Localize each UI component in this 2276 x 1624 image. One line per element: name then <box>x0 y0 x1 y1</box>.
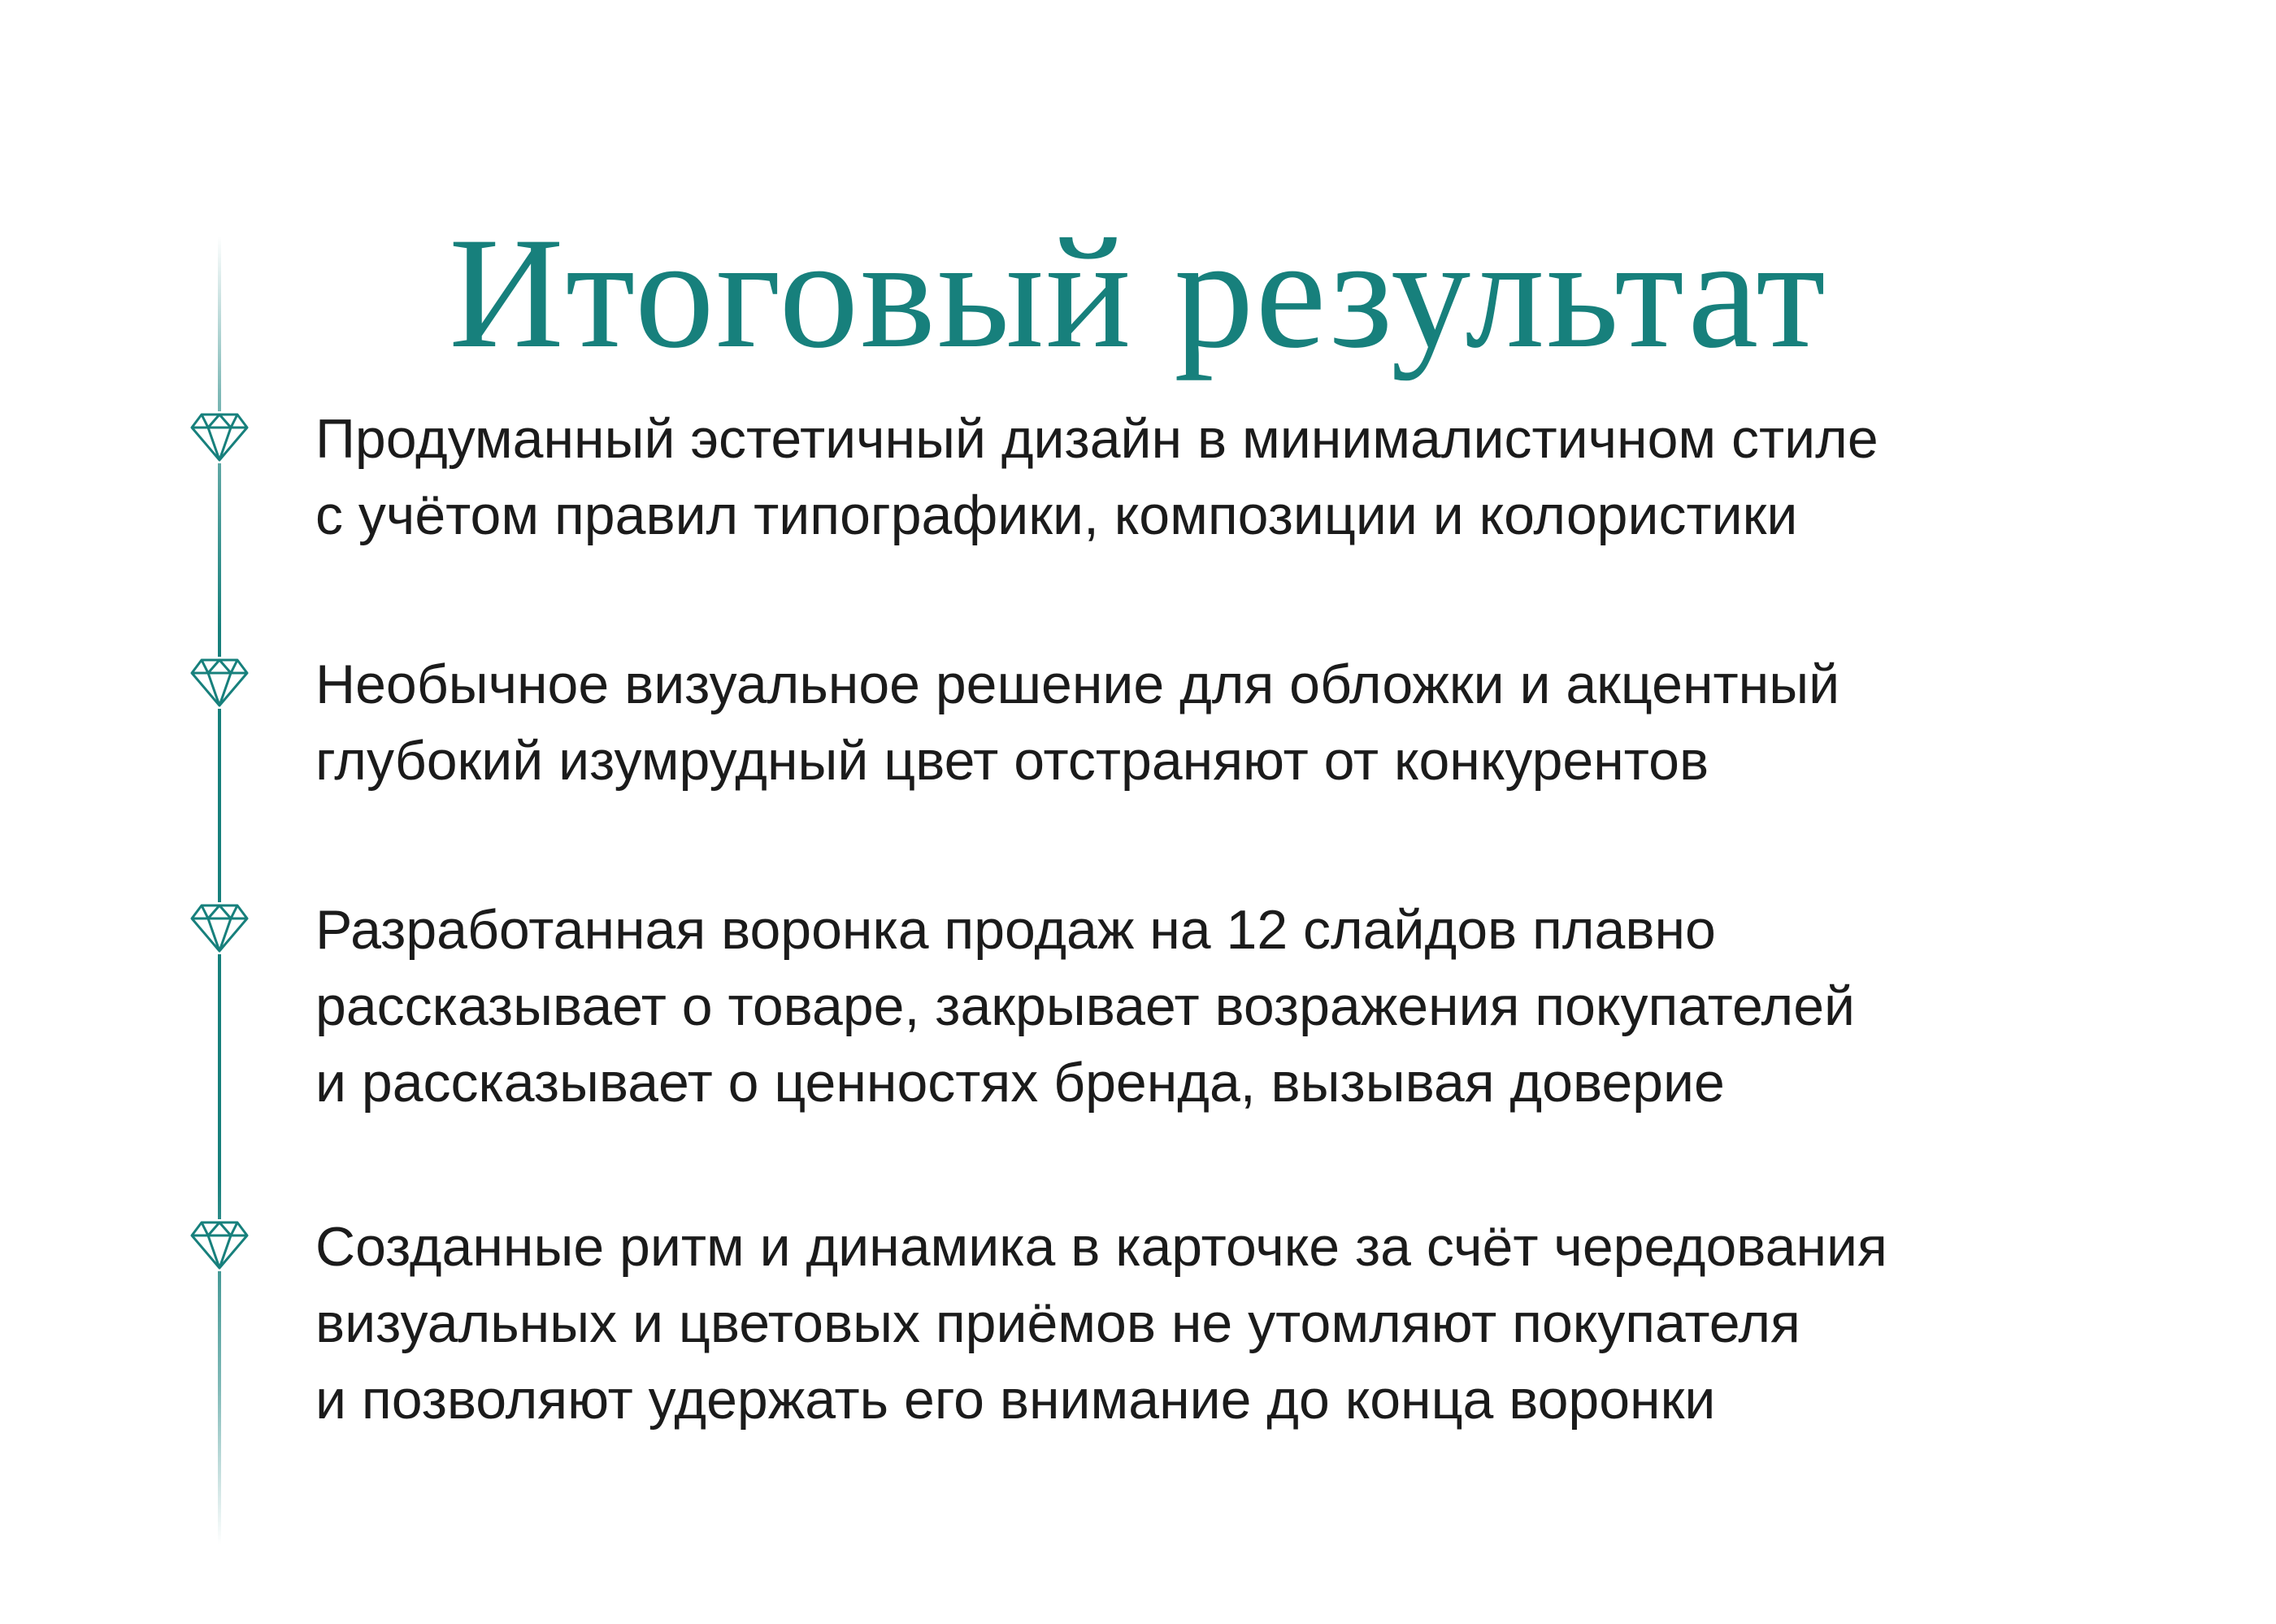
item-text-line: Созданные ритм и динамика в карточке за счёт чередования <box>315 1216 1887 1278</box>
item-text-line: визуальных и цветовых приёмов не утомляют покупателя <box>315 1292 1800 1354</box>
item-text-line: и позволяют удержать его внимание до конца воронки <box>315 1369 1716 1431</box>
diamond-icon <box>190 657 249 709</box>
item-text-line: Продуманный эстетичный дизайн в минималистичном стиле <box>315 408 1879 470</box>
page-title: Итоговый результат <box>449 205 1827 382</box>
item-text-line: Разработанная воронка продаж на 12 слайдов плавно <box>315 899 1716 961</box>
diamond-icon <box>190 411 249 463</box>
item-text-line: и рассказывает о ценностях бренда, вызывая доверие <box>315 1052 1725 1114</box>
item-text-line: глубокий изумрудный цвет отстраняют от конкурентов <box>315 730 1709 792</box>
diamond-icon <box>190 1219 249 1271</box>
item-text-line: рассказывает о товаре, закрывает возражения покупателей <box>315 975 1856 1037</box>
item-text-line: с учётом правил типографики, композиции и колористики <box>315 484 1798 546</box>
item-text-line: Необычное визуальное решение для обложки и акцентный <box>315 654 1840 715</box>
diamond-icon <box>190 902 249 954</box>
